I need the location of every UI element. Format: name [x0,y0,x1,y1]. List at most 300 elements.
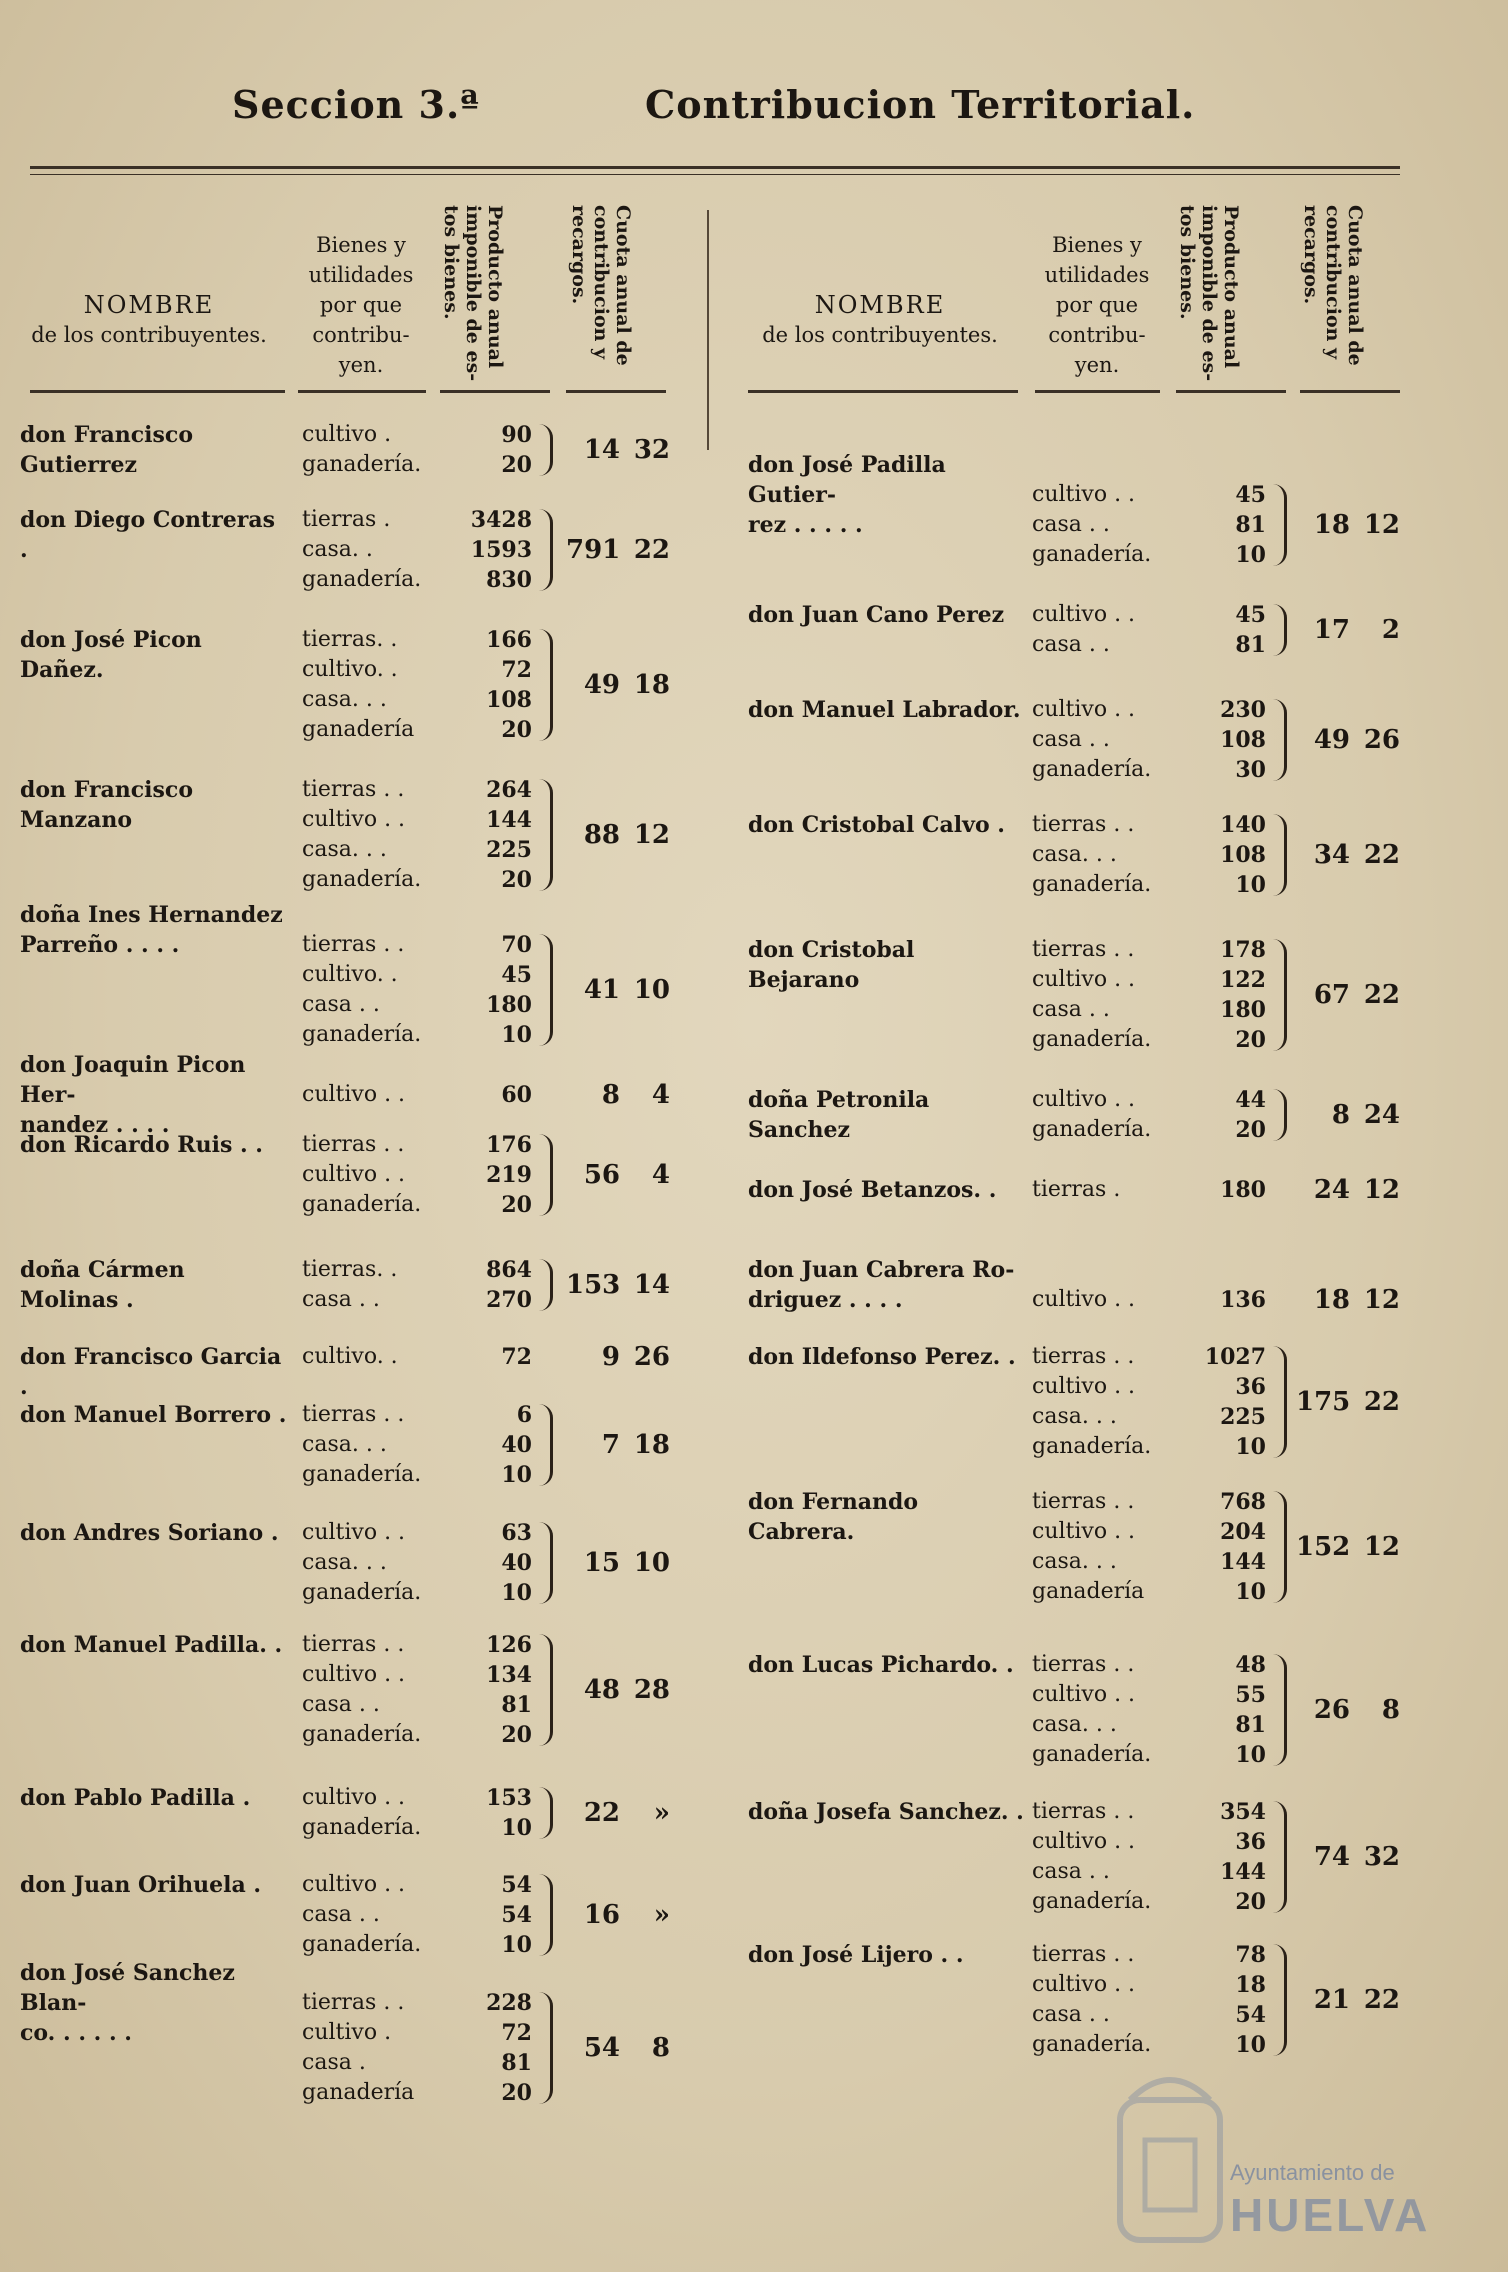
property-type: casa . . [302,1902,380,1927]
cuota-value [1296,1695,1400,1725]
contributor-name: don Ildefonso Perez. . [748,1344,1016,1370]
contributor-name: doña Ines Hernandez Parreño . . . . [20,902,283,958]
contributor-name: doña Cármen Molinas . [20,1257,185,1313]
cuota-main: 16 [583,1900,620,1930]
cuota-value [566,535,670,565]
product-value: 830 [486,567,532,593]
product-value: 1593 [470,537,532,563]
brace [1272,1491,1287,1603]
cuota-value [1296,1532,1400,1562]
contributor-name: don Pablo Padilla . [20,1785,251,1811]
cuota-main: 17 [1313,615,1350,645]
product-value: 10 [501,1815,532,1841]
property-type: cultivo . . [302,1162,406,1187]
product-values [1170,480,1266,570]
property-type: tierras. . [302,1257,398,1282]
property-list [302,1988,414,2108]
property-type: casa . [302,2050,366,2075]
product-values [436,1630,532,1750]
property-list [302,1518,421,1608]
cuota-value [1296,615,1400,645]
property-type: ganadería [302,717,415,742]
cuota-fraction: 22 [1363,840,1400,870]
product-value: 36 [1235,1829,1266,1855]
product-value: 40 [501,1432,532,1458]
product-value: 54 [1235,2002,1266,2028]
product-values [436,930,532,1050]
property-type: casa . . [1032,727,1110,752]
product-value: 36 [1235,1374,1266,1400]
property-type: cultivo . . [1032,1682,1136,1707]
column-divider [707,210,709,450]
property-type: cultivo . . [1032,1287,1136,1312]
property-list [1032,1487,1144,1607]
brace [538,629,553,741]
property-type: tierras . . [1032,1489,1135,1514]
property-type: ganadería. [1032,1027,1152,1052]
product-values [436,505,532,595]
property-type: ganadería. [1032,757,1152,782]
header-cuota-left: Cuota anual de contribucion y recargos. [568,205,634,366]
property-type: cultivo . . [302,1082,406,1107]
product-values [436,420,532,480]
product-value: 54 [501,1902,532,1928]
cuota-fraction: 4 [651,1160,670,1190]
cuota-fraction: 32 [633,435,670,465]
brace [1272,699,1287,781]
cuota-fraction: » [653,1798,670,1828]
property-list [302,930,421,1050]
product-value: 20 [501,717,532,743]
brace [538,509,553,591]
product-value: 230 [1220,697,1266,723]
property-type: cultivo . . [1032,482,1136,507]
cuota-value [1296,1985,1400,2015]
product-value: 108 [1220,727,1266,753]
nombre-sub-label: de los contribuyentes. [762,323,998,347]
property-type: tierras. . [302,627,398,652]
cuota-fraction: » [653,1900,670,1930]
cuota-value [566,1548,670,1578]
section-heading: Seccion 3.ª [232,82,480,127]
product-values [1170,1085,1266,1145]
nombre-label: NOMBRE [814,291,946,319]
contributor-name: don Manuel Borrero . [20,1402,287,1428]
cuota-fraction: 12 [633,820,670,850]
cuota-fraction: 18 [633,1430,670,1460]
cuota-value [566,2033,670,2063]
cuota-main: 49 [583,670,620,700]
property-type: cultivo. . [302,657,398,682]
cuota-main: 152 [1296,1532,1351,1562]
property-type: cultivo . . [302,807,406,832]
product-value: 81 [501,1692,532,1718]
product-value: 270 [486,1287,532,1313]
product-value: 225 [486,837,532,863]
brace [1272,1346,1287,1458]
brace [538,1259,553,1311]
property-type: casa . . [1032,632,1110,657]
header-rule [1035,390,1160,393]
product-values [1170,1487,1266,1607]
contributor-name: don Cristobal Calvo . [748,812,1005,838]
product-values [1170,695,1266,785]
product-values [1170,1650,1266,1770]
cuota-value [1296,1100,1400,1130]
product-value: 176 [486,1132,532,1158]
cuota-fraction: 12 [1363,510,1400,540]
cuota-main: 34 [1313,840,1350,870]
product-value: 18 [1235,1972,1266,1998]
cuota-main: 7 [601,1430,620,1460]
header-rule [1300,390,1400,393]
product-value: 81 [1235,512,1266,538]
cuota-main: 18 [1313,1285,1350,1315]
cuota-main: 88 [583,820,620,850]
property-list [1032,1797,1151,1917]
cuota-main: 14 [583,435,620,465]
contributor-name: don Manuel Labrador. [748,697,1021,723]
contributor-name: don Francisco Garcia . [20,1344,282,1400]
cuota-value [1296,840,1400,870]
property-type: cultivo . . [302,1520,406,1545]
cuota-value [566,820,670,850]
cuota-fraction: 12 [1363,1285,1400,1315]
product-values [1170,1285,1266,1315]
contributor-name: don Diego Contreras . [20,507,276,563]
property-list [1032,1650,1151,1770]
property-type: ganadería. [1032,1434,1152,1459]
product-value: 10 [501,1932,532,1958]
product-value: 108 [486,687,532,713]
property-type: cultivo . . [1032,1519,1136,1544]
contributor-name: doña Petronila Sanchez [748,1087,930,1143]
product-value: 20 [1235,1889,1266,1915]
product-values [1170,600,1266,660]
product-values [436,625,532,745]
property-type: casa . . [1032,1859,1110,1884]
nombre-label: NOMBRE [83,291,215,319]
brace [1272,1944,1287,2056]
property-type: cultivo . . [1032,1972,1136,1997]
brace [538,1134,553,1216]
product-values [436,1255,532,1315]
product-value: 45 [501,962,532,988]
property-list [1032,480,1151,570]
property-type: casa . . [302,992,380,1017]
property-list [1032,1175,1120,1205]
property-type: cultivo . . [1032,1087,1136,1112]
cuota-fraction: 10 [633,975,670,1005]
property-type: ganadería. [302,1815,422,1840]
product-value: 108 [1220,842,1266,868]
product-values [436,1080,532,1110]
cuota-value [566,1160,670,1190]
cuota-value [566,1430,670,1460]
cuota-fraction: 12 [1363,1532,1400,1562]
property-type: casa. . . [1032,842,1117,867]
cuota-fraction: 22 [1363,1985,1400,2015]
property-type: ganadería. [302,1192,422,1217]
property-list [302,625,414,745]
header-rule [566,390,666,393]
property-type: ganadería. [1032,1742,1152,1767]
contributor-name: don Francisco Manzano [20,777,193,833]
product-value: 20 [501,1192,532,1218]
product-value: 144 [1220,1859,1266,1885]
contributor-name: don Cristobal Bejarano [748,937,915,993]
cuota-value [1296,1175,1400,1205]
property-type: casa . . [1032,2002,1110,2027]
brace [1272,1089,1287,1141]
cuota-main: 8 [1331,1100,1350,1130]
product-value: 10 [1235,1742,1266,1768]
property-type: tierras . [302,507,391,532]
product-value: 228 [486,1990,532,2016]
property-type: ganadería. [302,867,422,892]
product-values [1170,1175,1266,1205]
header-cuota-right: Cuota anual de contribucion y recargos. [1300,205,1366,366]
cuota-fraction: 24 [1363,1100,1400,1130]
property-type: cultivo . . [1032,1374,1136,1399]
product-value: 72 [501,1344,532,1370]
product-value: 134 [486,1662,532,1688]
contributor-name: don Juan Cano Perez [748,602,1005,628]
property-list [1032,1285,1135,1315]
cuota-value [566,1080,670,1110]
cuota-main: 48 [583,1675,620,1705]
product-value: 72 [501,2020,532,2046]
product-values [1170,935,1266,1055]
product-value: 354 [1220,1799,1266,1825]
cuota-fraction: 22 [1363,980,1400,1010]
product-value: 136 [1220,1287,1266,1313]
top-rule-thin [30,174,1400,175]
header-nombre-right [745,290,1015,350]
brace [538,1522,553,1604]
contributor-name: don Fernando Cabrera. [748,1489,919,1545]
property-type: cultivo . . [1032,602,1136,627]
property-type: casa. . . [302,837,387,862]
property-type: ganadería [302,2080,415,2105]
product-value: 219 [486,1162,532,1188]
property-type: cultivo . . [1032,967,1136,992]
property-type: tierras . . [302,777,405,802]
property-type: ganadería. [1032,872,1152,897]
property-type: ganadería. [302,1462,422,1487]
product-value: 6 [516,1402,532,1428]
product-value: 180 [486,992,532,1018]
cuota-main: 26 [1313,1695,1350,1725]
product-value: 44 [1235,1087,1266,1113]
brace [1272,939,1287,1051]
product-value: 60 [501,1082,532,1108]
cuota-main: 791 [566,535,621,565]
product-value: 864 [486,1257,532,1283]
property-type: casa . . [1032,512,1110,537]
property-type: cultivo . . [1032,697,1136,722]
header-rule [298,390,426,393]
property-type: ganadería [1032,1579,1145,1604]
property-type: tierras . [1032,1177,1121,1202]
property-type: ganadería. [1032,2032,1152,2057]
product-values [1170,1797,1266,1917]
property-list [302,1080,405,1110]
cuota-main: 18 [1313,510,1350,540]
product-value: 225 [1220,1404,1266,1430]
cuota-fraction: 32 [1363,1842,1400,1872]
product-value: 78 [1235,1942,1266,1968]
product-value: 180 [1220,1177,1266,1203]
cuota-main: 74 [1313,1842,1350,1872]
property-type: ganadería. [302,567,422,592]
product-value: 45 [1235,602,1266,628]
property-type: cultivo . . [302,1662,406,1687]
contributor-name: don Manuel Padilla. . [20,1632,283,1658]
property-list [302,1783,421,1843]
cuota-value [566,1270,670,1300]
product-value: 264 [486,777,532,803]
header-rule [748,390,1018,393]
cuota-fraction: 12 [1363,1175,1400,1205]
property-type: ganadería. [302,1722,422,1747]
property-list [302,1255,397,1315]
nombre-sub-label: de los contribuyentes. [31,323,267,347]
cuota-value [566,975,670,1005]
brace [538,424,553,476]
property-type: cultivo. . [302,1344,398,1369]
product-value: 144 [1220,1549,1266,1575]
header-producto-left: Producto anual imponible de es- tos bienes. [440,205,506,382]
product-value: 20 [1235,1117,1266,1143]
cuota-main: 24 [1313,1175,1350,1205]
property-type: ganadería. [302,1932,422,1957]
cuota-value [1296,1387,1400,1417]
product-value: 81 [1235,1712,1266,1738]
property-list [302,775,421,895]
product-value: 48 [1235,1652,1266,1678]
contributor-name: don Ricardo Ruis . . [20,1132,263,1158]
property-type: tierras . . [1032,812,1135,837]
cuota-value [1296,510,1400,540]
product-value: 20 [501,1722,532,1748]
product-value: 126 [486,1632,532,1658]
cuota-value [566,1342,670,1372]
cuota-value [566,1675,670,1705]
property-list [1032,1085,1151,1145]
cuota-fraction: 26 [1363,725,1400,755]
cuota-main: 54 [583,2033,620,2063]
property-type: tierras . . [302,932,405,957]
property-list [302,505,421,595]
product-value: 63 [501,1520,532,1546]
property-type: casa. . . [302,1550,387,1575]
cuota-main: 41 [583,975,620,1005]
brace [1272,604,1287,656]
product-value: 140 [1220,812,1266,838]
cuota-main: 9 [601,1342,620,1372]
property-list [1032,935,1151,1055]
product-value: 166 [486,627,532,653]
property-list [302,1630,421,1750]
header-rule [1176,390,1286,393]
property-type: casa. . . [1032,1712,1117,1737]
product-values [1170,810,1266,900]
property-type: tierras . . [302,1402,405,1427]
brace [1272,1654,1287,1766]
cuota-fraction: 18 [633,670,670,700]
contributor-name: don José Padilla Gutier- rez . . . . . [748,452,946,538]
cuota-value [1296,980,1400,1010]
cuota-main: 56 [583,1160,620,1190]
property-type: ganadería. [1032,542,1152,567]
property-list [302,420,421,480]
product-value: 20 [501,452,532,478]
cuota-fraction: 8 [1381,1695,1400,1725]
contributor-name: don Joaquin Picon Her- nandez . . . . [20,1052,246,1138]
property-type: tierras . . [1032,1652,1135,1677]
property-type: tierras . . [1032,1799,1135,1824]
property-type: cultivo . . [1032,1829,1136,1854]
property-type: casa. . . [302,1432,387,1457]
property-type: ganadería. [1032,1889,1152,1914]
cuota-fraction: 8 [651,2033,670,2063]
property-list [1032,1940,1151,2060]
property-type: tierras . . [1032,937,1135,962]
property-type: ganadería. [302,1022,422,1047]
product-values [436,1342,532,1372]
property-type: tierras . . [1032,1344,1135,1369]
product-value: 153 [486,1785,532,1811]
cuota-fraction: 22 [1363,1387,1400,1417]
product-values [436,1518,532,1608]
product-value: 10 [501,1462,532,1488]
product-value: 45 [1235,482,1266,508]
property-type: cultivo . [302,422,392,447]
product-value: 768 [1220,1489,1266,1515]
cuota-main: 21 [1313,1985,1350,2015]
brace [538,1874,553,1956]
cuota-value [566,670,670,700]
brace [1272,1801,1287,1913]
header-bienes-right: Bienes y utilidades por que contribu- yen. [1044,233,1150,377]
product-value: 81 [501,2050,532,2076]
cuota-fraction: 28 [633,1675,670,1705]
product-value: 10 [501,1022,532,1048]
cuota-fraction: 4 [651,1080,670,1110]
product-value: 55 [1235,1682,1266,1708]
cuota-value [1296,1842,1400,1872]
property-type: casa . . [1032,997,1110,1022]
cuota-fraction: 10 [633,1548,670,1578]
contributor-name: don Andres Soriano . [20,1520,279,1546]
property-type: tierras . . [302,1632,405,1657]
cuota-main: 15 [583,1548,620,1578]
property-type: casa. . . [1032,1404,1117,1429]
property-type: cultivo . . [302,1872,406,1897]
header-rule [30,390,285,393]
brace [1272,814,1287,896]
cuota-main: 175 [1296,1387,1351,1417]
property-type: ganadería. [302,452,422,477]
product-value: 178 [1220,937,1266,963]
product-value: 30 [1235,757,1266,783]
product-values [436,1870,532,1960]
property-type: cultivo . . [302,1785,406,1810]
property-list [302,1342,398,1372]
product-value: 20 [1235,1027,1266,1053]
property-type: casa. . [302,537,373,562]
